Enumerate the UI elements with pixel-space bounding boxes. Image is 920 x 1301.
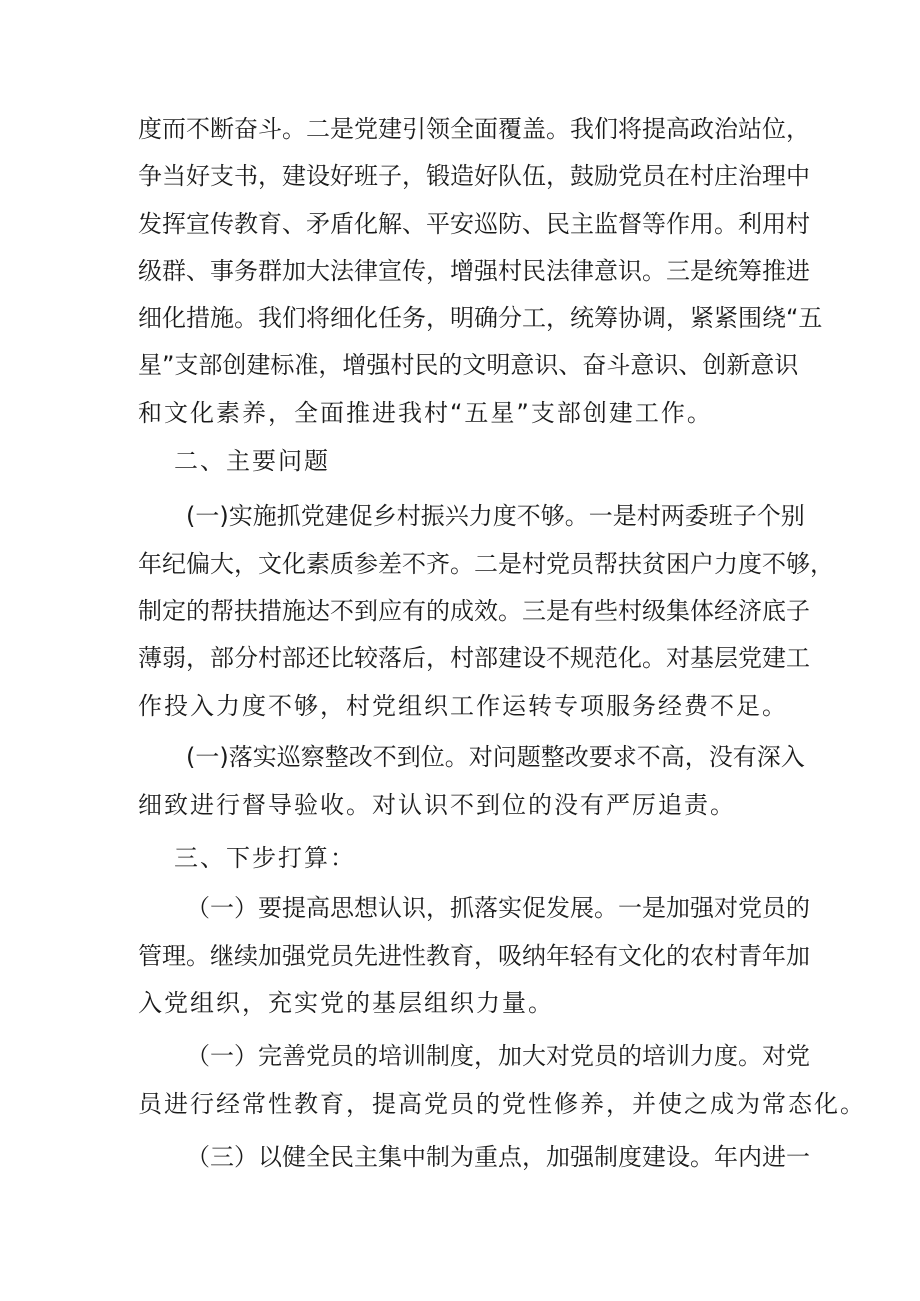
text-line-17: （一）要提高思想认识，抓落实促发展。一是加强对党员的: [186, 894, 810, 922]
text-line-3: 发挥宣传教育、矛盾化解、平安巡防、民主监督等作用。利用村: [138, 210, 810, 238]
text-line-7: 和文化素养，全面推进我村“五星”支部创建工作。: [138, 399, 713, 427]
text-line-18: 管理。继续加强党员先进性教育，吸纳年轻有文化的农村青年加: [138, 942, 810, 970]
text-line-9: (一)实施抓党建促乡村振兴力度不够。一是村两委班子个别: [186, 502, 805, 530]
text-line-6: 星”支部创建标准，增强村民的文明意识、奋斗意识、创新意识: [138, 351, 799, 379]
text-line-5: 细化措施。我们将细化任务，明确分工，统筹协调，紧紧围绕“五: [138, 304, 823, 332]
text-line-20: （一）完善党员的培训制度，加大对党员的培训力度。对党: [186, 1042, 810, 1070]
text-line-12: 薄弱，部分村部还比较落后，村部建设不规范化。对基层党建工: [138, 644, 810, 672]
text-line-4: 级群、事务群加大法律宣传，增强村民法律意识。三是统筹推进: [138, 257, 810, 285]
text-line-14: (一)落实巡察整改不到位。对问题整改要求不高，没有深入: [186, 743, 805, 771]
text-line-10: 年纪偏大，文化素质参差不齐。二是村党员帮扶贫困户力度不够，: [138, 550, 834, 578]
text-line-19: 入党组织，充实党的基层组织力量。: [138, 989, 554, 1017]
text-line-21: 员进行经常性教育，提高党员的党性修养，并使之成为常态化。: [138, 1090, 866, 1118]
text-line-11: 制定的帮扶措施达不到应有的成效。三是有些村级集体经济底子: [138, 597, 810, 625]
text-line-22: （三）以健全民主集中制为重点，加强制度建设。年内进一: [186, 1143, 810, 1171]
text-line-15: 细致进行督导验收。对认识不到位的没有严厉追责。: [138, 791, 736, 819]
text-line-2: 争当好支书，建设好班子，锻造好队伍，鼓励党员在村庄治理中: [138, 162, 810, 190]
text-line-13: 作投入力度不够，村党组织工作运转专项服务经费不足。: [138, 692, 788, 720]
section-heading-next-steps: 三、下步打算：: [174, 844, 356, 872]
text-line-1: 度而不断奋斗。二是党建引领全面覆盖。我们将提高政治站位，: [138, 115, 810, 143]
section-heading-main-problems: 二、主要问题: [174, 447, 330, 475]
